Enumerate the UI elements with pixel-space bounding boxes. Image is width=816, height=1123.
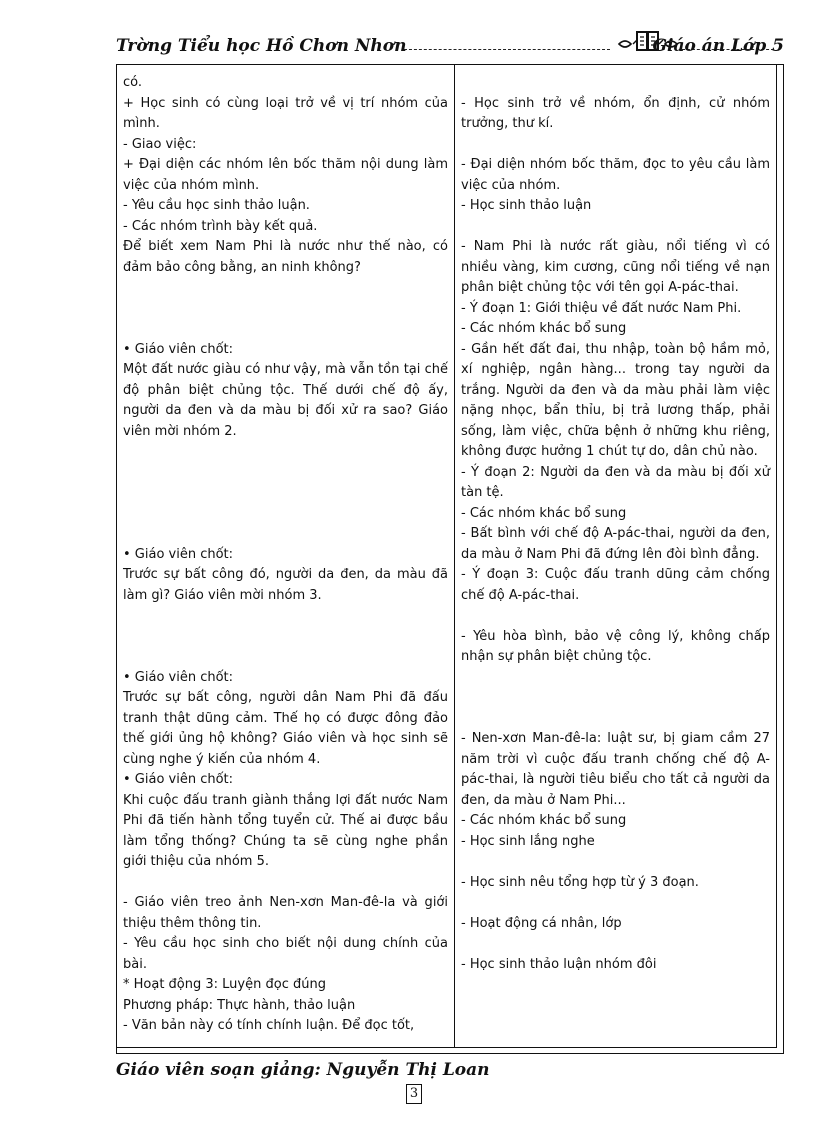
right-line: - Học sinh lắng nghe bbox=[461, 833, 595, 849]
left-line: • Giáo viên chốt: bbox=[123, 341, 234, 357]
right-line: - Các nhóm khác bổ sung bbox=[461, 505, 627, 521]
left-line: * Hoạt động 3: Luyện đọc đúng bbox=[123, 977, 326, 992]
left-line: Trước sự bất công đó, người da đen, da màu đã làm gì? Giáo viên mời nhóm 3. bbox=[123, 567, 448, 603]
left-line: có. bbox=[123, 75, 143, 90]
left-spacer bbox=[123, 299, 448, 320]
teacher-activities-column bbox=[117, 65, 455, 1048]
left-line: Một đất nước giàu có như vậy, mà vẫn tồn tại chế độ phân biệt chủng tộc. Thế dưới chế độ ấy, người da đen và da màu bị đối xử ra sao? Giáo viên mời nhóm 2. bbox=[123, 362, 448, 439]
left-spacer bbox=[123, 606, 448, 627]
left-spacer bbox=[123, 627, 448, 648]
left-line: Phương pháp: Thực hành, thảo luận bbox=[123, 997, 356, 1013]
left-spacer bbox=[123, 647, 448, 668]
student-activities-column bbox=[455, 65, 777, 1048]
right-line: - Ý đoạn 2: Người da đen và da màu bị đối xử tàn tệ. bbox=[461, 464, 770, 500]
right-line: - Yêu hòa bình, bảo vệ công lý, không chấp nhận sự phân biệt chủng tộc. bbox=[461, 628, 770, 664]
right-spacer bbox=[461, 852, 770, 873]
right-spacer bbox=[461, 217, 770, 238]
right-line: - Học sinh nêu tổng hợp từ ý 3 đoạn. bbox=[461, 874, 699, 890]
right-line: - Học sinh trở về nhóm, ổn định, cử nhóm trưởng, thư kí. bbox=[461, 95, 770, 131]
left-line: - Yêu cầu học sinh cho biết nội dung chính của bài. bbox=[123, 936, 448, 972]
left-line: Khi cuộc đấu tranh giành thắng lợi đất nước Nam Phi đã tiến hành tổng tuyển cử. Thế ai được bầu làm tổng thống? Chúng ta sẽ cùng nghe phần giới thiệu của nhóm 5. bbox=[123, 792, 448, 869]
right-line: - Học sinh thảo luận nhóm đôi bbox=[461, 956, 657, 972]
lesson-table bbox=[116, 64, 777, 1048]
right-spacer bbox=[461, 73, 770, 94]
page-header bbox=[116, 28, 784, 64]
lesson-plan-label: Giáo án Lớp 5 bbox=[652, 36, 784, 56]
left-line: • Giáo viên chốt: bbox=[123, 772, 234, 787]
author-line: Giáo viên soạn giảng: Nguyễn Thị Loan bbox=[116, 1060, 490, 1080]
right-spacer bbox=[461, 668, 770, 689]
left-line: - Yêu cầu học sinh thảo luận. bbox=[123, 198, 310, 213]
right-spacer bbox=[461, 135, 770, 156]
right-spacer bbox=[461, 893, 770, 914]
right-line: - Các nhóm khác bổ sung bbox=[461, 813, 627, 828]
school-name: Trờng Tiểu học Hồ Chơn Nhơn bbox=[116, 36, 407, 56]
right-line: - Bất bình với chế độ A-pác-thai, người da đen, da màu ở Nam Phi đã đứng lên đòi bình đẳng. bbox=[461, 526, 770, 562]
page-number: 3 bbox=[406, 1084, 422, 1104]
left-line: - Giáo viên treo ảnh Nen-xơn Man-đê-la và giới thiệu thêm thông tin. bbox=[123, 895, 448, 931]
right-line: - Nam Phi là nước rất giàu, nổi tiếng vì có nhiều vàng, kim cương, cũng nổi tiếng về nạn phân biệt chủng tộc với tên gọi A-pác-thai. bbox=[461, 239, 770, 295]
left-line: + Đại diện các nhóm lên bốc thăm nội dung làm việc của nhóm mình. bbox=[123, 157, 448, 193]
left-line: • Giáo viên chốt: bbox=[123, 669, 234, 685]
header-divider-left bbox=[404, 49, 610, 50]
right-spacer bbox=[461, 688, 770, 709]
right-line: - Đại diện nhóm bốc thăm, đọc to yêu cầu làm việc của nhóm. bbox=[461, 157, 770, 193]
right-line: - Các nhóm khác bổ sung bbox=[461, 321, 627, 336]
left-line: • Giáo viên chốt: bbox=[123, 546, 234, 562]
left-line: - Các nhóm trình bày kết quả. bbox=[123, 218, 318, 234]
right-spacer bbox=[461, 606, 770, 627]
right-line: - Nen-xơn Man-đê-la: luật sư, bị giam cầm 27 năm trời vì cuộc đấu tranh chống chế độ A-pác-thai, là người tiêu biểu cho tất cả người da đen, da màu ở Nam Phi... bbox=[461, 731, 770, 808]
right-spacer bbox=[461, 934, 770, 955]
left-spacer bbox=[123, 524, 448, 545]
right-line: - Ý đoạn 3: Cuộc đấu tranh dũng cảm chống chế độ A-pác-thai. bbox=[461, 567, 770, 603]
right-spacer bbox=[461, 709, 770, 730]
right-line: - Học sinh thảo luận bbox=[461, 198, 592, 213]
left-spacer bbox=[123, 873, 448, 894]
left-line: - Giao việc: bbox=[123, 136, 197, 152]
left-spacer bbox=[123, 278, 448, 299]
left-spacer bbox=[123, 442, 448, 463]
left-line: - Văn bản này có tính chính luận. Để đọc tốt, bbox=[123, 1018, 415, 1033]
left-spacer bbox=[123, 463, 448, 484]
right-line: - Hoạt động cá nhân, lớp bbox=[461, 915, 622, 931]
left-line: + Học sinh có cùng loại trở về vị trí nhóm của mình. bbox=[123, 95, 448, 131]
left-line: Để biết xem Nam Phi là nước như thế nào, có đảm bảo công bằng, an ninh không? bbox=[123, 239, 448, 275]
left-spacer bbox=[123, 483, 448, 504]
right-line: - Ý đoạn 1: Giới thiệu về đất nước Nam Phi. bbox=[461, 300, 742, 316]
left-spacer bbox=[123, 319, 448, 340]
left-spacer bbox=[123, 504, 448, 525]
left-line: Trước sự bất công, người dân Nam Phi đã đấu tranh thật dũng cảm. Thế họ có được đông đảo thế giới ủng hộ không? Giáo viên và học sinh sẽ cùng nghe ý kiến của nhóm 4. bbox=[123, 690, 448, 767]
right-line: - Gần hết đất đai, thu nhập, toàn bộ hầm mỏ, xí nghiệp, ngân hàng... trong tay người da trắng. Người da đen và da màu phải làm việc nặng nhọc, bẩn thỉu, bị trả lương thấp, phải sống, làm việc, chữa bệnh ở những khu riêng, không được hưởng 1 chút tự do, dân chủ nào. bbox=[461, 341, 770, 459]
